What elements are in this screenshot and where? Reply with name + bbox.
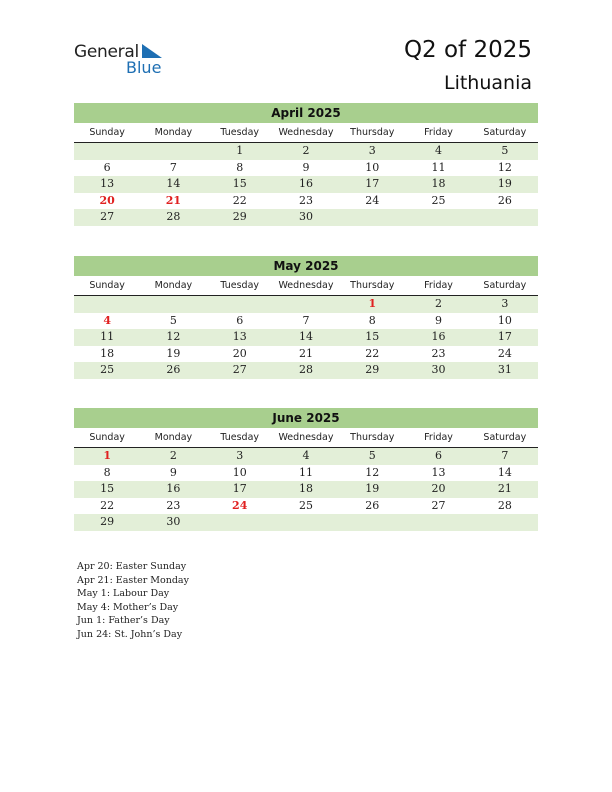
week-row: [74, 465, 538, 482]
weekday-label: Tuesday: [220, 127, 260, 138]
day-cell: 15: [100, 482, 115, 495]
weekday-label: Wednesday: [278, 127, 334, 138]
day-cell: 23: [298, 193, 313, 207]
weekday-label: Sunday: [89, 280, 125, 291]
day-cell: 28: [166, 210, 181, 223]
day-cell: 30: [298, 210, 313, 223]
day-cell: 11: [431, 160, 446, 174]
day-cell: 12: [166, 330, 181, 343]
weekday-label: Thursday: [350, 432, 395, 443]
day-cell: 14: [166, 177, 181, 190]
day-cell: [140, 296, 206, 313]
day-cell: 2: [435, 297, 443, 310]
day-cell: 31: [497, 363, 512, 376]
day-cell: 27: [232, 363, 247, 376]
day-cell: 24: [365, 193, 380, 207]
day-cell: 21: [497, 482, 512, 495]
day-cell: 12: [497, 160, 512, 174]
day-cell: 29: [100, 515, 115, 528]
day-cell: 2: [169, 449, 177, 462]
weekday-label: Wednesday: [278, 432, 334, 443]
day-cell: 3: [236, 449, 244, 462]
day-cell: [74, 296, 140, 313]
day-cell: 6: [435, 449, 443, 462]
weekday-label: Monday: [154, 432, 193, 443]
weekday-label: Saturday: [483, 432, 527, 443]
day-cell: 8: [368, 313, 376, 327]
day-cell: 21: [298, 346, 313, 360]
day-cell: 14: [298, 330, 313, 343]
day-cell: 27: [431, 498, 446, 512]
day-cell: 18: [431, 177, 446, 190]
holiday-item: Apr 20: Easter Sunday: [77, 561, 187, 572]
holiday-item: Jun 1: Father’s Day: [77, 615, 170, 626]
day-cell: 7: [302, 313, 310, 327]
day-cell: 11: [100, 330, 115, 343]
weekday-label: Saturday: [483, 127, 527, 138]
day-cell: [140, 143, 206, 160]
day-cell: 6: [236, 313, 244, 327]
day-cell: 16: [166, 482, 181, 495]
week-row: [74, 481, 538, 498]
holiday-item: May 4: Mother’s Day: [77, 601, 179, 613]
day-cell: 14: [497, 465, 512, 479]
generalblue-logo: [74, 42, 174, 78]
logo-text-blue: Blue: [126, 58, 162, 77]
day-cell: 18: [298, 482, 313, 495]
month-title: June 2025: [74, 408, 538, 428]
day-cell: [273, 296, 339, 313]
day-cell: 20: [99, 193, 115, 207]
weekday-label: Friday: [424, 432, 453, 443]
day-cell: 18: [100, 346, 115, 360]
week-row: [74, 209, 538, 226]
week-row: [74, 346, 538, 363]
weekday-header-row: [74, 430, 538, 448]
day-cell: 22: [100, 498, 115, 512]
weekday-header-row: [74, 278, 538, 296]
day-cell: 6: [103, 160, 111, 174]
day-cell: 29: [232, 210, 247, 223]
day-cell: 15: [232, 177, 247, 190]
day-cell: 4: [103, 313, 111, 327]
day-cell: 1: [368, 297, 377, 310]
day-cell: 26: [166, 363, 181, 376]
day-cell: 17: [497, 330, 512, 343]
day-cell: 20: [232, 346, 247, 360]
day-cell: 25: [431, 193, 446, 207]
day-cell: 9: [169, 465, 177, 479]
day-cell: 16: [298, 177, 313, 190]
day-cell: [339, 514, 405, 531]
day-cell: 4: [435, 144, 443, 157]
day-cell: 1: [103, 449, 111, 462]
weekday-label: Monday: [154, 127, 193, 138]
day-cell: 15: [365, 330, 380, 343]
day-cell: 10: [365, 160, 380, 174]
week-row: [74, 176, 538, 193]
day-cell: 22: [365, 346, 380, 360]
day-cell: 24: [232, 498, 248, 512]
weekday-label: Friday: [424, 127, 453, 138]
country-name: Lithuania: [443, 72, 532, 94]
day-cell: [405, 514, 471, 531]
day-cell: 9: [302, 160, 310, 174]
day-cell: 19: [365, 482, 380, 495]
week-row: [74, 448, 538, 465]
weekday-label: Wednesday: [278, 280, 334, 291]
day-cell: 26: [497, 193, 512, 207]
day-cell: 20: [431, 482, 446, 495]
week-row: [74, 296, 538, 313]
week-row: [74, 193, 538, 210]
day-cell: 5: [368, 449, 376, 462]
day-cell: [339, 209, 405, 226]
day-cell: 22: [232, 193, 247, 207]
logo-text-general: General: [74, 42, 139, 62]
day-cell: 8: [236, 160, 244, 174]
day-cell: 29: [365, 363, 380, 376]
weekday-label: Thursday: [350, 127, 395, 138]
day-cell: 19: [166, 346, 181, 360]
day-cell: 9: [435, 313, 443, 327]
day-cell: [405, 209, 471, 226]
day-cell: 17: [365, 177, 380, 190]
weekday-label: Friday: [424, 280, 453, 291]
day-cell: 8: [103, 465, 111, 479]
day-cell: 3: [368, 144, 376, 157]
week-row: [74, 362, 538, 379]
holiday-item: Apr 21: Easter Monday: [77, 574, 189, 586]
day-cell: 12: [365, 465, 380, 479]
day-cell: 25: [100, 363, 115, 376]
day-cell: 28: [298, 363, 313, 376]
day-cell: [207, 514, 273, 531]
day-cell: 25: [298, 498, 313, 512]
day-cell: 5: [169, 313, 177, 327]
day-cell: 5: [501, 144, 509, 157]
day-cell: 2: [302, 144, 310, 157]
page-title: Q2 of 2025: [403, 37, 532, 63]
day-cell: 30: [431, 363, 446, 376]
holiday-list: [77, 560, 189, 641]
month-april: [74, 103, 538, 226]
day-cell: 30: [166, 515, 181, 528]
week-row: [74, 313, 538, 330]
week-row: [74, 514, 538, 531]
day-cell: 19: [497, 177, 512, 190]
day-cell: [273, 514, 339, 531]
day-cell: [472, 514, 538, 531]
holiday-item: May 1: Labour Day: [77, 588, 170, 599]
day-cell: [472, 209, 538, 226]
day-cell: 13: [100, 177, 115, 190]
weekday-label: Saturday: [483, 280, 527, 291]
day-cell: 23: [431, 346, 446, 360]
weekday-label: Tuesday: [220, 432, 260, 443]
day-cell: 17: [232, 482, 247, 495]
day-cell: 28: [497, 498, 512, 512]
month-title: April 2025: [74, 103, 538, 123]
day-cell: 27: [100, 210, 115, 223]
week-row: [74, 329, 538, 346]
weekday-header-row: [74, 125, 538, 143]
month-may: [74, 256, 538, 379]
weekday-label: Sunday: [89, 127, 125, 138]
day-cell: [207, 296, 273, 313]
day-cell: 16: [431, 330, 446, 343]
week-row: [74, 498, 538, 515]
weekday-label: Tuesday: [220, 280, 260, 291]
day-cell: 10: [232, 465, 247, 479]
day-cell: 10: [497, 313, 512, 327]
day-cell: 13: [431, 465, 446, 479]
day-cell: 11: [298, 465, 313, 479]
week-row: [74, 143, 538, 160]
month-title: May 2025: [74, 256, 538, 276]
day-cell: 23: [166, 498, 181, 512]
day-cell: 7: [169, 160, 177, 174]
day-cell: 7: [501, 449, 509, 462]
week-row: [74, 160, 538, 177]
month-june: [74, 408, 538, 531]
weekday-label: Monday: [154, 280, 193, 291]
day-cell: 3: [501, 297, 509, 310]
weekday-label: Thursday: [350, 280, 395, 291]
day-cell: 1: [236, 144, 244, 157]
day-cell: 24: [497, 346, 512, 360]
day-cell: 21: [165, 193, 182, 207]
day-cell: 4: [302, 449, 310, 462]
holiday-item: Jun 24: St. John’s Day: [77, 628, 183, 640]
weekday-label: Sunday: [89, 432, 125, 443]
day-cell: 26: [365, 498, 380, 512]
day-cell: 13: [232, 330, 247, 343]
day-cell: [74, 143, 140, 160]
